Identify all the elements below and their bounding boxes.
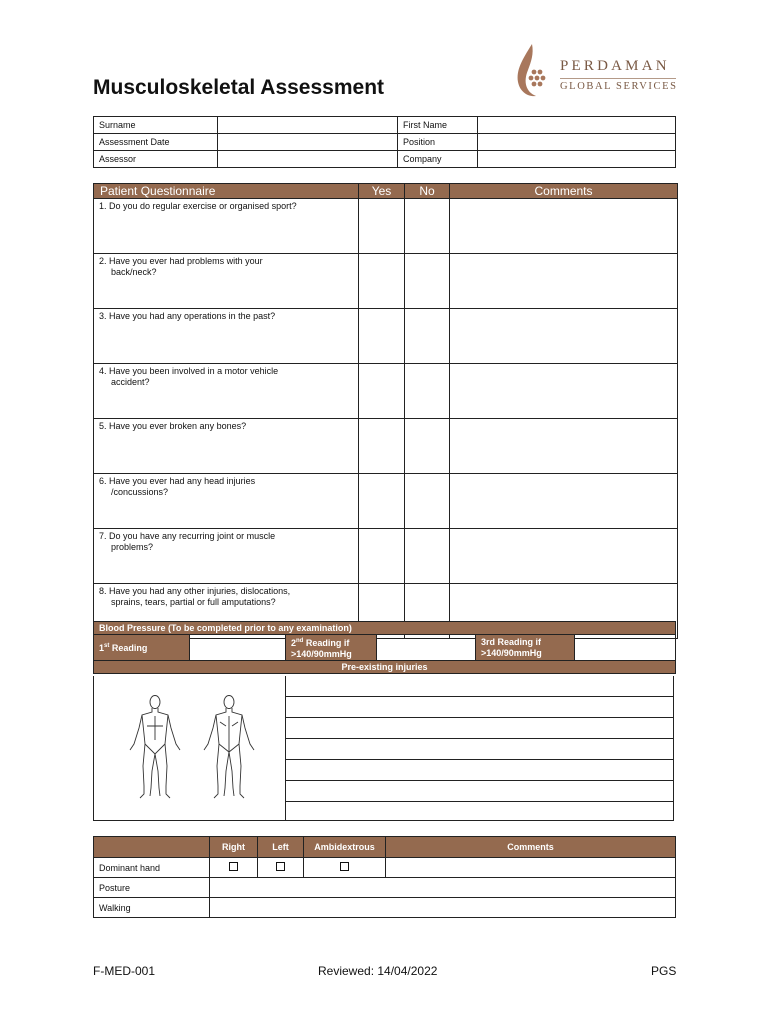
first-reading-label: 1st Reading xyxy=(94,635,190,661)
comments-cell[interactable] xyxy=(450,474,678,529)
comments-cell[interactable] xyxy=(450,199,678,254)
comments-header: Comments xyxy=(450,184,678,199)
dominance-table xyxy=(93,836,676,918)
injury-note-line[interactable] xyxy=(286,802,674,822)
question-line2: sprains, tears, partial or full amputations? xyxy=(111,597,276,607)
first-name-field[interactable] xyxy=(478,117,676,134)
question-row xyxy=(94,254,678,309)
dominance-header xyxy=(94,837,676,858)
injury-note-line[interactable] xyxy=(286,718,674,739)
question-line1: 8. Have you had any other injuries, dislocations, xyxy=(99,586,291,596)
question-text xyxy=(94,199,359,254)
comments-cell[interactable] xyxy=(450,364,678,419)
question-text xyxy=(94,254,359,309)
question-text xyxy=(94,309,359,364)
right-checkbox-cell xyxy=(210,858,258,878)
dominant-comments-field[interactable] xyxy=(386,858,676,878)
question-text xyxy=(94,419,359,474)
question-line1: 6. Have you ever had any head injuries xyxy=(99,476,256,486)
left-header: Left xyxy=(258,837,304,858)
no-header: No xyxy=(405,184,450,199)
left-checkbox[interactable] xyxy=(276,862,285,871)
yes-cell[interactable] xyxy=(359,199,405,254)
form-code: F-MED-001 xyxy=(93,964,156,978)
no-cell[interactable] xyxy=(405,529,450,584)
question-line1: 1. Do you do regular exercise or organised sport? xyxy=(99,201,297,211)
footer-org: PGS xyxy=(651,964,677,978)
left-checkbox-cell xyxy=(258,858,304,878)
position-label: Position xyxy=(398,134,478,151)
injury-note-line[interactable] xyxy=(286,697,674,718)
blood-pressure-row xyxy=(94,635,676,661)
blank-header xyxy=(94,837,210,858)
third-reading-field[interactable] xyxy=(575,635,676,661)
questionnaire-table xyxy=(93,183,678,639)
questionnaire-title: Patient Questionnaire xyxy=(94,184,359,199)
info-row xyxy=(94,134,676,151)
flame-drop-icon xyxy=(508,42,548,102)
body-diagram-panel xyxy=(94,676,286,820)
assessment-date-label: Assessment Date xyxy=(94,134,218,151)
injury-note-line[interactable] xyxy=(286,739,674,760)
assessor-label: Assessor xyxy=(94,151,218,168)
dominant-hand-row xyxy=(94,858,676,878)
pre-existing-injuries-title: Pre-existing injuries xyxy=(94,661,676,674)
question-row xyxy=(94,199,678,254)
question-row xyxy=(94,419,678,474)
pre-existing-injuries-header xyxy=(94,661,676,674)
question-line1: 7. Do you have any recurring joint or muscle xyxy=(99,531,276,541)
injury-notes-lines xyxy=(286,676,674,822)
yes-cell[interactable] xyxy=(359,309,405,364)
yes-cell[interactable] xyxy=(359,419,405,474)
logo-divider xyxy=(560,78,676,79)
walking-label: Walking xyxy=(94,898,210,918)
question-line2: back/neck? xyxy=(111,267,157,277)
info-row xyxy=(94,151,676,168)
injury-note-line[interactable] xyxy=(286,676,674,697)
logo-name: PERDAMAN xyxy=(560,58,670,74)
yes-cell[interactable] xyxy=(359,364,405,419)
question-line2: problems? xyxy=(111,542,154,552)
yes-cell[interactable] xyxy=(359,254,405,309)
assessor-field[interactable] xyxy=(218,151,398,168)
body-diagram-icon xyxy=(94,676,286,820)
comments-cell[interactable] xyxy=(450,529,678,584)
question-row xyxy=(94,529,678,584)
position-field[interactable] xyxy=(478,134,676,151)
comments-cell[interactable] xyxy=(450,254,678,309)
no-cell[interactable] xyxy=(405,474,450,529)
question-row xyxy=(94,364,678,419)
surname-label: Surname xyxy=(94,117,218,134)
posture-field[interactable] xyxy=(210,878,676,898)
no-cell[interactable] xyxy=(405,199,450,254)
blood-pressure-title: Blood Pressure (To be completed prior to any examination) xyxy=(94,622,676,635)
document-title: Musculoskeletal Assessment xyxy=(93,76,385,99)
question-line1: 4. Have you been involved in a motor vehicle xyxy=(99,366,279,376)
injuries-section xyxy=(93,676,674,821)
questionnaire-header xyxy=(94,184,678,199)
yes-cell[interactable] xyxy=(359,474,405,529)
walking-row xyxy=(94,898,676,918)
question-text xyxy=(94,364,359,419)
question-line2: accident? xyxy=(111,377,150,387)
no-cell[interactable] xyxy=(405,364,450,419)
right-checkbox[interactable] xyxy=(229,862,238,871)
first-reading-field[interactable] xyxy=(190,635,286,661)
walking-field[interactable] xyxy=(210,898,676,918)
ambidextrous-checkbox[interactable] xyxy=(340,862,349,871)
question-line2: /concussions? xyxy=(111,487,169,497)
question-line1: 2. Have you ever had problems with your xyxy=(99,256,263,266)
blood-pressure-header xyxy=(94,622,676,635)
logo-subtitle: GLOBAL SERVICES xyxy=(560,81,678,92)
injury-note-line[interactable] xyxy=(286,781,674,802)
no-cell[interactable] xyxy=(405,254,450,309)
second-reading-label: 2nd Reading if >140/90mmHg xyxy=(286,635,377,661)
third-reading-label: 3rd Reading if >140/90mmHg xyxy=(476,635,575,661)
question-line1: 3. Have you had any operations in the past? xyxy=(99,311,276,321)
no-cell[interactable] xyxy=(405,419,450,474)
comments-cell[interactable] xyxy=(450,309,678,364)
comments-cell[interactable] xyxy=(450,419,678,474)
right-header: Right xyxy=(210,837,258,858)
assessment-date-field[interactable] xyxy=(218,134,398,151)
info-row xyxy=(94,117,676,134)
posture-row xyxy=(94,878,676,898)
patient-info-table xyxy=(93,116,676,168)
company-label: Company xyxy=(398,151,478,168)
yes-cell[interactable] xyxy=(359,529,405,584)
reviewed-date: Reviewed: 14/04/2022 xyxy=(318,964,438,978)
question-line1: 5. Have you ever broken any bones? xyxy=(99,421,247,431)
injury-note-line[interactable] xyxy=(286,760,674,781)
question-text xyxy=(94,474,359,529)
ambidextrous-checkbox-cell xyxy=(304,858,386,878)
surname-field[interactable] xyxy=(218,117,398,134)
company-field[interactable] xyxy=(478,151,676,168)
ambidextrous-header: Ambidextrous xyxy=(304,837,386,858)
second-reading-field[interactable] xyxy=(377,635,476,661)
yes-header: Yes xyxy=(359,184,405,199)
question-row xyxy=(94,309,678,364)
posture-label: Posture xyxy=(94,878,210,898)
comments-header: Comments xyxy=(386,837,676,858)
dominant-hand-label: Dominant hand xyxy=(94,858,210,878)
first-name-label: First Name xyxy=(398,117,478,134)
blood-pressure-table xyxy=(93,621,676,674)
no-cell[interactable] xyxy=(405,309,450,364)
question-text xyxy=(94,529,359,584)
question-row xyxy=(94,474,678,529)
